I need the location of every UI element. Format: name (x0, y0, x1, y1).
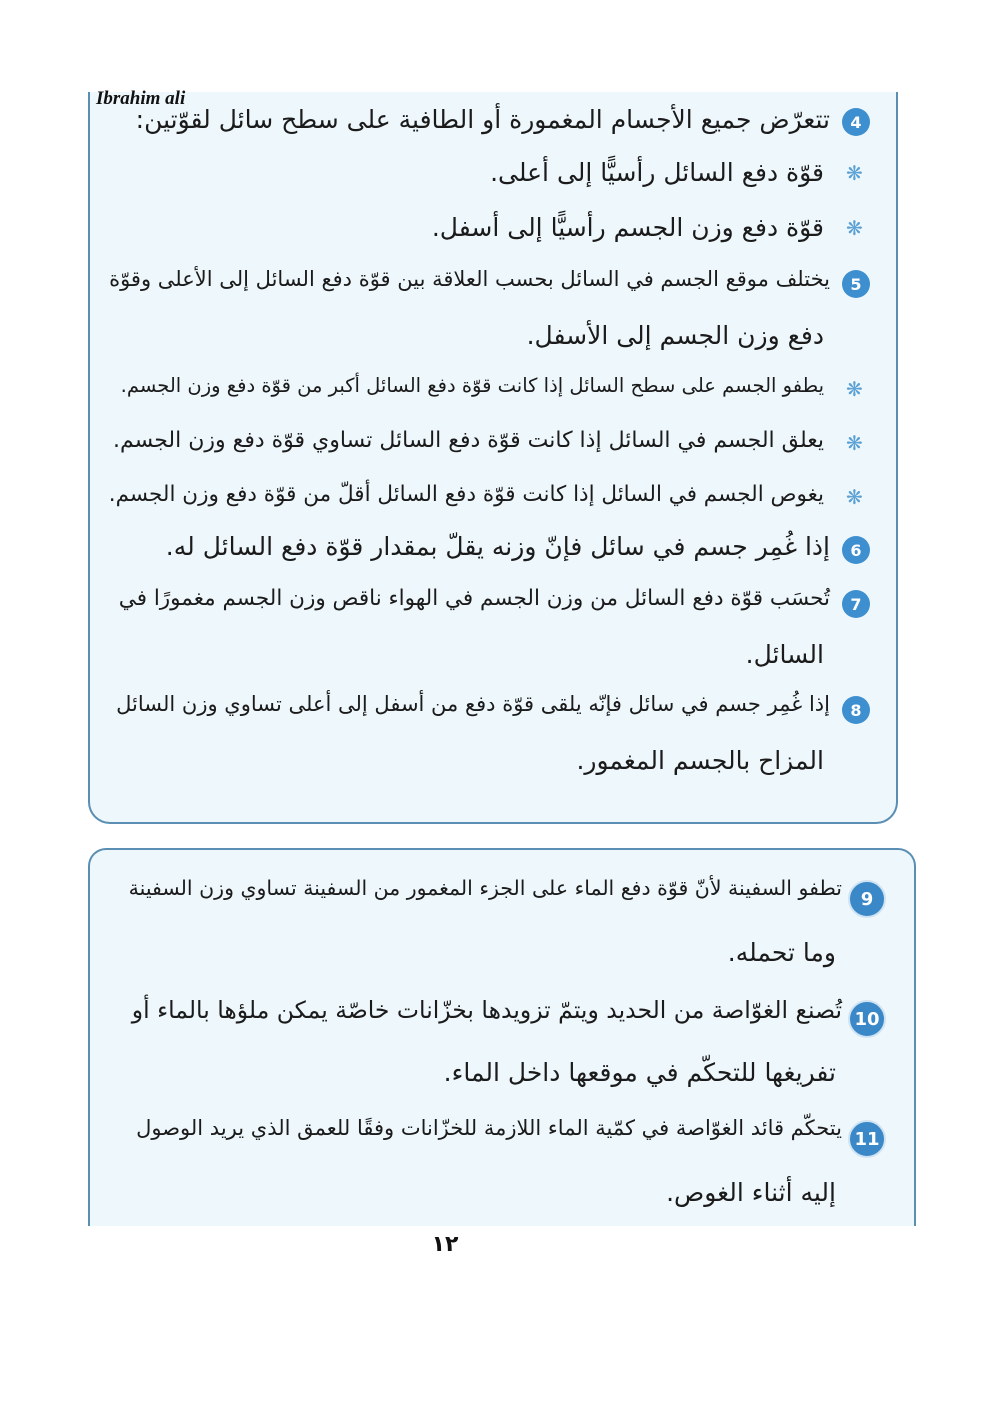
item-text-line: تُحسَب قوّة دفع السائل من وزن الجسم في الهواء ناقص وزن الجسم مغمورًا في (118, 586, 830, 611)
item-text-line: يتحكّم قائد الغوّاصة في كمّية الماء اللازمة للخزّانات وفقًا للعمق الذي يريد الوصول (136, 1116, 842, 1140)
item-number-badge: 8 (842, 696, 870, 724)
summary-box-bottom (88, 848, 916, 1226)
bullet-text: قوّة دفع وزن الجسم رأسيًّا إلى أسفل. (431, 213, 824, 242)
item-text-line: وما تحمله. (727, 938, 836, 967)
item-text-line: السائل. (745, 640, 824, 669)
bullet-star-icon: ❋ (846, 161, 863, 185)
bullet-text: قوّة دفع السائل رأسيًّا إلى أعلى. (490, 158, 824, 187)
item-text-line: إذا غُمِر جسم في سائل فإنّ وزنه يقلّ بمقدار قوّة دفع السائل له. (165, 532, 830, 561)
item-number-badge: 9 (848, 880, 886, 918)
page-number: ١٢ (431, 1232, 459, 1257)
item-text-line: يختلف موقع الجسم في السائل بحسب العلاقة بين قوّة دفع السائل إلى الأعلى وقوّة (109, 267, 830, 291)
bullet-text: يطفو الجسم على سطح السائل إذا كانت قوّة دفع السائل أكبر من قوّة دفع وزن الجسم. (120, 374, 824, 397)
bullet-star-icon: ❋ (846, 485, 863, 509)
bullet-text: يغوص الجسم في السائل إذا كانت قوّة دفع السائل أقلّ من قوّة دفع وزن الجسم. (108, 482, 824, 507)
item-text-line: دفع وزن الجسم إلى الأسفل. (526, 321, 824, 350)
item-text-line: تطفو السفينة لأنّ قوّة دفع الماء على الجزء المغمور من السفينة تساوي وزن السفينة (128, 876, 842, 900)
item-number-badge: 11 (848, 1120, 886, 1158)
author-label: Ibrahim ali (96, 88, 186, 109)
bullet-star-icon: ❋ (846, 377, 863, 401)
item-text-line: إليه أثناء الغوص. (666, 1178, 836, 1207)
item-text-line: المزاح بالجسم المغمور. (576, 746, 824, 775)
bullet-text: يعلق الجسم في السائل إذا كانت قوّة دفع السائل تساوي قوّة دفع وزن الجسم. (112, 428, 824, 453)
bullet-star-icon: ❋ (846, 216, 863, 240)
item-text-line: إذا غُمِر جسم في سائل فإنّه يلقى قوّة دفع من أسفل إلى أعلى تساوي وزن السائل (116, 692, 830, 716)
item-number-badge: 10 (848, 1000, 886, 1038)
item-number-badge: 7 (842, 590, 870, 618)
item-text-line: تفريغها للتحكّم في موقعها داخل الماء. (443, 1058, 836, 1087)
item-text-line: تتعرّض جميع الأجسام المغمورة أو الطافية على سطح سائل لقوّتين: (135, 105, 830, 134)
item-text-line: تُصنع الغوّاصة من الحديد ويتمّ تزويدها بخزّانات خاصّة يمكن ملؤها بالماء أو (131, 996, 842, 1024)
bullet-star-icon: ❋ (846, 431, 863, 455)
item-number-badge: 4 (842, 108, 870, 136)
item-number-badge: 6 (842, 536, 870, 564)
item-number-badge: 5 (842, 270, 870, 298)
